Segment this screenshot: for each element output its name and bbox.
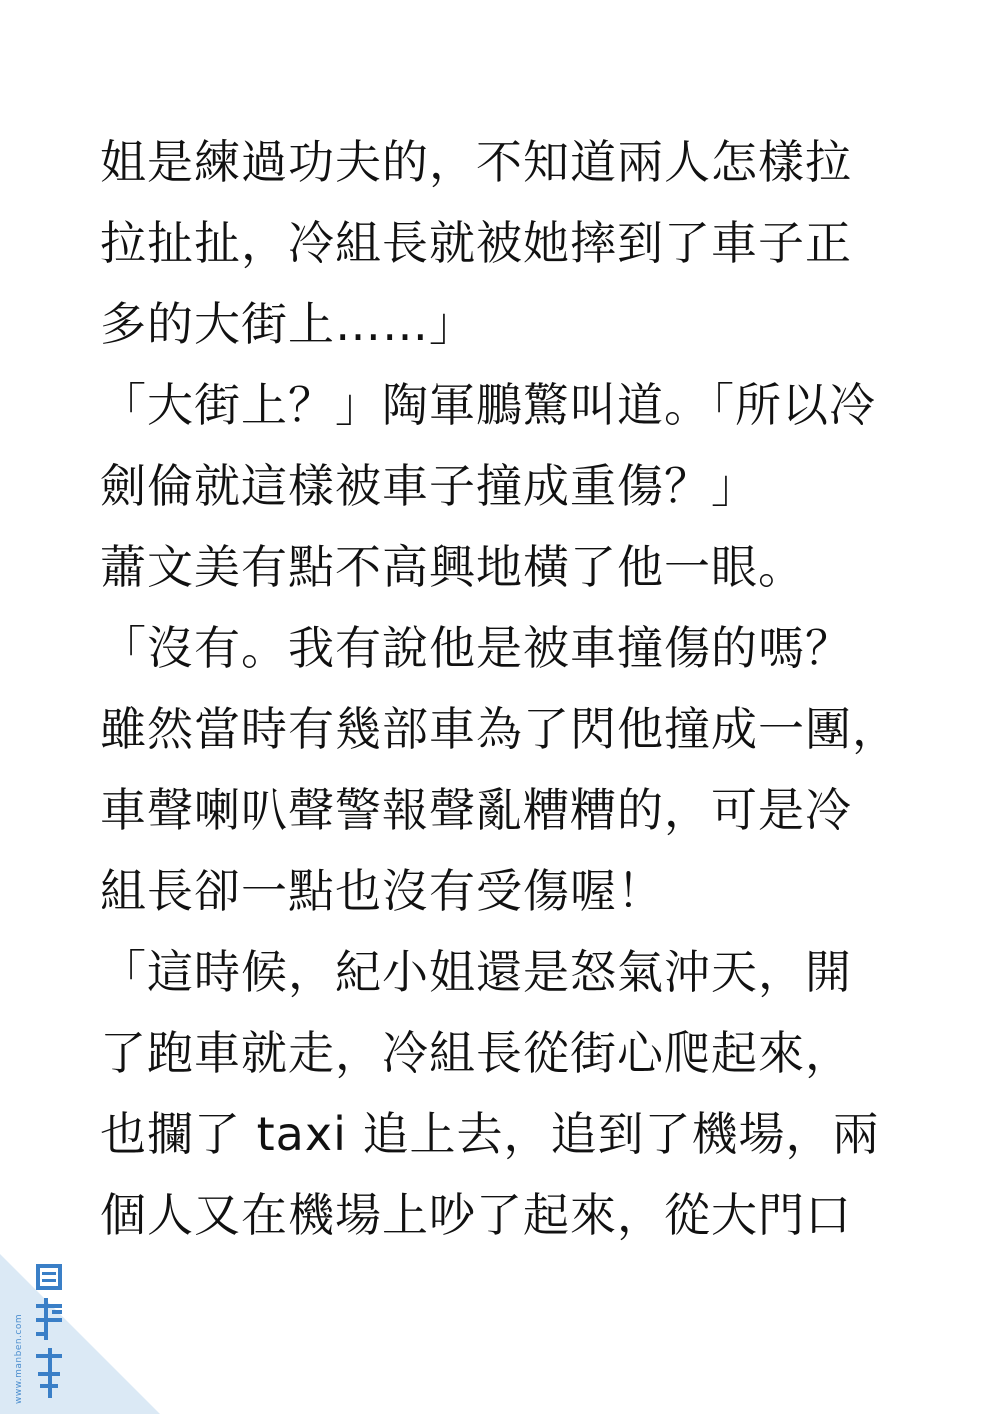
text-line: 個人又在機場上吵了起來，從大門口 — [100, 1188, 852, 1242]
text-line: 拉扯扯，冷組長就被她摔到了車子正 — [100, 216, 852, 270]
watermark-url: www.manben.com — [14, 1313, 24, 1404]
text-line: 「沒有。我有說他是被車撞傷的嗎？ — [100, 621, 852, 675]
text-line: 蕭文美有點不高興地橫了他一眼。 — [100, 540, 805, 594]
text-line: 「大街上？」陶軍鵬驚叫道。「所以冷 — [100, 378, 876, 432]
text-line: 了跑車就走，冷組長從街心爬起來， — [100, 1026, 852, 1080]
text-line: 劍倫就這樣被車子撞成重傷？」 — [100, 459, 758, 513]
text-line: 雖然當時有幾部車為了閃他撞成一團， — [100, 702, 899, 756]
text-line: 車聲喇叭聲警報聲亂糟糟的，可是冷 — [100, 783, 852, 837]
text-line: 姐是練過功夫的，不知道兩人怎樣拉 — [100, 135, 852, 189]
text-line: 多的大街上……」 — [100, 297, 476, 351]
text-line: 「這時候，紀小姐還是怒氣沖天，開 — [100, 945, 852, 999]
watermark-corner — [0, 1254, 160, 1414]
text-line: 組長卻一點也沒有受傷喔！ — [100, 864, 664, 918]
body-text — [100, 132, 980, 1266]
text-line: 也攔了 taxi 追上去，追到了機場，兩 — [100, 1107, 880, 1161]
